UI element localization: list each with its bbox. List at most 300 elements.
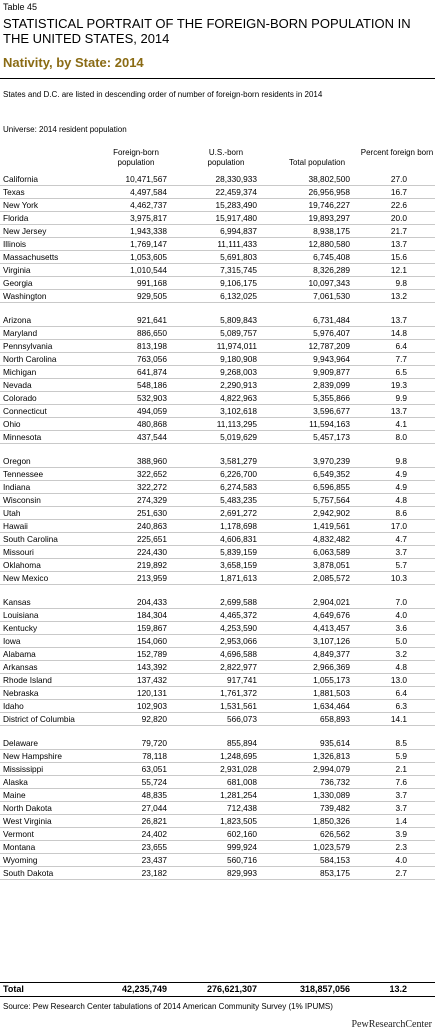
- percent-value: 14.8: [390, 328, 407, 338]
- table-row: [0, 264, 435, 277]
- table-label: Table 45: [3, 2, 38, 12]
- header-us-born: U.S.-born population: [207, 148, 245, 167]
- total-value: 2,904,021: [313, 597, 350, 607]
- foreign-born-value: 1,769,147: [130, 239, 167, 249]
- percent-value: 3.2: [395, 649, 407, 659]
- us-born-value: 855,894: [227, 738, 257, 748]
- foreign-born-value: 23,437: [141, 855, 167, 865]
- state-name: District of Columbia: [3, 714, 75, 724]
- total-value: 2,966,369: [313, 662, 350, 672]
- state-name: Arizona: [3, 315, 32, 325]
- foreign-born-value: 3,975,817: [130, 213, 167, 223]
- percent-value: 19.3: [390, 380, 407, 390]
- percent-value: 4.1: [395, 419, 407, 429]
- us-born-value: 4,696,588: [220, 649, 257, 659]
- total-value: 6,063,589: [313, 547, 350, 557]
- table-row: [0, 687, 435, 700]
- ordering-note: States and D.C. are listed in descending order of number of foreign-born residents in 2014: [3, 90, 323, 99]
- us-born-value: 829,993: [227, 868, 257, 878]
- total-value: 1,330,089: [313, 790, 350, 800]
- us-born-value: 5,089,757: [220, 328, 257, 338]
- us-born-value: 4,822,963: [220, 393, 257, 403]
- state-name: New Jersey: [3, 226, 47, 236]
- header-total: Total population: [288, 158, 346, 167]
- total-value: 584,153: [320, 855, 350, 865]
- total-value: 5,976,407: [313, 328, 350, 338]
- state-name: Iowa: [3, 636, 21, 646]
- table-row: [0, 507, 435, 520]
- total-value: 3,878,051: [313, 560, 350, 570]
- table-row: [0, 776, 435, 789]
- data-table: [0, 173, 435, 880]
- total-value: 6,745,408: [313, 252, 350, 262]
- table-row: [0, 251, 435, 264]
- total-value: 9,909,877: [313, 367, 350, 377]
- foreign-born-value: 184,304: [137, 610, 167, 620]
- state-name: North Carolina: [3, 354, 57, 364]
- foreign-born-value: 322,272: [137, 482, 167, 492]
- state-name: Utah: [3, 508, 21, 518]
- foreign-born-value: 92,820: [141, 714, 167, 724]
- us-born-value: 3,658,159: [220, 560, 257, 570]
- foreign-born-value: 63,051: [141, 764, 167, 774]
- us-born-value: 6,132,025: [220, 291, 257, 301]
- state-name: Idaho: [3, 701, 24, 711]
- percent-value: 3.7: [395, 547, 407, 557]
- percent-value: 14.1: [390, 714, 407, 724]
- table-row: [0, 609, 435, 622]
- us-born-value: 5,809,843: [220, 315, 257, 325]
- table-row: [0, 559, 435, 572]
- foreign-born-value: 641,874: [137, 367, 167, 377]
- state-name: Arkansas: [3, 662, 38, 672]
- state-name: Texas: [3, 187, 25, 197]
- total-value: 1,023,579: [313, 842, 350, 852]
- state-name: Massachusetts: [3, 252, 59, 262]
- total-value: 19,893,297: [308, 213, 350, 223]
- state-name: Ohio: [3, 419, 21, 429]
- header-foreign-born: Foreign-born population: [113, 148, 159, 167]
- percent-value: 2.7: [395, 868, 407, 878]
- table-row: [0, 622, 435, 635]
- table-row: [0, 173, 435, 186]
- table-row: [0, 468, 435, 481]
- us-born-value: 681,008: [227, 777, 257, 787]
- foreign-born-value: 1,010,544: [130, 265, 167, 275]
- percent-value: 4.8: [395, 495, 407, 505]
- total-value: 4,649,676: [313, 610, 350, 620]
- total-value: 6,549,352: [313, 469, 350, 479]
- state-name: Nebraska: [3, 688, 39, 698]
- us-born-value: 712,438: [227, 803, 257, 813]
- foreign-born-value: 79,720: [141, 738, 167, 748]
- state-name: Florida: [3, 213, 29, 223]
- state-name: Alaska: [3, 777, 28, 787]
- state-name: South Carolina: [3, 534, 58, 544]
- us-born-value: 999,924: [227, 842, 257, 852]
- table-row: [0, 199, 435, 212]
- state-name: Kentucky: [3, 623, 38, 633]
- percent-value: 9.8: [395, 456, 407, 466]
- percent-value: 10.3: [390, 573, 407, 583]
- table-row: [0, 225, 435, 238]
- state-name: New Mexico: [3, 573, 49, 583]
- state-name: Oklahoma: [3, 560, 41, 570]
- total-value: 935,614: [320, 738, 350, 748]
- foreign-born-value: 159,867: [137, 623, 167, 633]
- percent-value: 8.6: [395, 508, 407, 518]
- percent-value: 15.6: [390, 252, 407, 262]
- us-born-value: 3,102,618: [220, 406, 257, 416]
- percent-value: 13.2: [390, 291, 407, 301]
- page-title: STATISTICAL PORTRAIT OF THE FOREIGN-BORN POPULATION IN THE UNITED STATES, 2014: [3, 16, 411, 46]
- state-name: Montana: [3, 842, 36, 852]
- total-value: 26,956,958: [308, 187, 350, 197]
- table-row: [0, 392, 435, 405]
- state-name: Illinois: [3, 239, 27, 249]
- foreign-born-value: 1,053,605: [130, 252, 167, 262]
- us-born-value: 1,871,613: [220, 573, 257, 583]
- total-value: 8,326,289: [313, 265, 350, 275]
- total-value: 3,970,239: [313, 456, 350, 466]
- brand-logo: PewResearchCenter: [351, 1019, 432, 1030]
- table-row: [0, 763, 435, 776]
- table-row: [0, 405, 435, 418]
- us-born-value: 2,290,913: [220, 380, 257, 390]
- percent-value: 3.6: [395, 623, 407, 633]
- total-value: 6,731,484: [313, 315, 350, 325]
- foreign-born-value: 219,892: [137, 560, 167, 570]
- us-born-value: 2,931,028: [220, 764, 257, 774]
- table-row: [0, 789, 435, 802]
- us-born-value: 2,699,588: [220, 597, 257, 607]
- table-row: [0, 648, 435, 661]
- percent-value: 1.4: [395, 816, 407, 826]
- us-born-value: 3,581,279: [220, 456, 257, 466]
- percent-value: 13.0: [390, 675, 407, 685]
- percent-value: 4.8: [395, 662, 407, 672]
- percent-value: 21.7: [390, 226, 407, 236]
- us-born-value: 1,823,505: [220, 816, 257, 826]
- foreign-born-value: 532,903: [137, 393, 167, 403]
- total-value: 1,881,503: [313, 688, 350, 698]
- us-born-value: 602,160: [227, 829, 257, 839]
- us-born-value: 22,459,374: [215, 187, 257, 197]
- percent-value: 16.7: [390, 187, 407, 197]
- us-born-value: 6,994,837: [220, 226, 257, 236]
- state-name: California: [3, 174, 39, 184]
- us-born-value: 7,315,745: [220, 265, 257, 275]
- table-row: [0, 750, 435, 763]
- total-value: 4,413,457: [313, 623, 350, 633]
- total-value: 1,055,173: [313, 675, 350, 685]
- us-born-value: 917,741: [227, 675, 257, 685]
- us-born-value: 560,716: [227, 855, 257, 865]
- title-rule: [0, 78, 435, 79]
- state-name: Indiana: [3, 482, 31, 492]
- page-subtitle: Nativity, by State: 2014: [3, 55, 144, 70]
- total-value: 11,594,163: [309, 419, 350, 429]
- percent-value: 3.9: [395, 829, 407, 839]
- table-row: [0, 238, 435, 251]
- total-value: 658,893: [320, 714, 350, 724]
- table-row: [0, 327, 435, 340]
- state-name: Connecticut: [3, 406, 47, 416]
- state-name: Rhode Island: [3, 675, 52, 685]
- table-row: [0, 212, 435, 225]
- state-name: Oregon: [3, 456, 31, 466]
- foreign-born-value: 204,433: [137, 597, 167, 607]
- us-born-value: 9,268,003: [220, 367, 257, 377]
- state-name: Louisiana: [3, 610, 39, 620]
- us-born-value: 11,111,433: [217, 239, 257, 249]
- us-born-value: 4,465,372: [220, 610, 257, 620]
- foreign-born-value: 55,724: [141, 777, 167, 787]
- total-value: 8,938,175: [313, 226, 350, 236]
- state-name: Mississippi: [3, 764, 44, 774]
- table-row: [0, 533, 435, 546]
- table-row: [0, 802, 435, 815]
- us-born-value: 15,917,480: [215, 213, 257, 223]
- state-name: Nevada: [3, 380, 32, 390]
- table-row: [0, 841, 435, 854]
- percent-value: 17.0: [390, 521, 407, 531]
- foreign-born-value: 120,131: [137, 688, 167, 698]
- percent-value: 4.9: [395, 482, 407, 492]
- us-born-value: 11,974,011: [216, 341, 257, 351]
- foreign-born-value: 388,960: [137, 456, 167, 466]
- table-row: [0, 418, 435, 431]
- us-born-value: 28,330,933: [215, 174, 257, 184]
- foreign-born-value: 143,392: [137, 662, 167, 672]
- total-value: 4,832,482: [313, 534, 350, 544]
- foreign-born-value: 763,056: [137, 354, 167, 364]
- percent-value: 2.3: [395, 842, 407, 852]
- foreign-born-value: 137,432: [137, 675, 167, 685]
- foreign-born-value: 154,060: [137, 636, 167, 646]
- foreign-born-value: 23,655: [141, 842, 167, 852]
- us-born-value: 9,106,175: [220, 278, 257, 288]
- total-value: 7,061,530: [313, 291, 350, 301]
- foreign-born-value: 152,789: [137, 649, 167, 659]
- us-born-value: 2,953,066: [220, 636, 257, 646]
- percent-value: 7.6: [395, 777, 407, 787]
- total-value: 736,732: [320, 777, 350, 787]
- foreign-born-value: 886,650: [137, 328, 167, 338]
- foreign-born-value: 27,044: [141, 803, 167, 813]
- us-born-value: 5,839,159: [220, 547, 257, 557]
- us-born-value: 1,178,698: [220, 521, 257, 531]
- total-value: 9,943,964: [313, 354, 350, 364]
- table-row: [0, 546, 435, 559]
- state-name: New Hampshire: [3, 751, 63, 761]
- header-percent: Percent foreign born: [360, 148, 434, 157]
- state-name: Wyoming: [3, 855, 38, 865]
- table-row: [0, 713, 435, 726]
- foreign-born-value: 322,652: [137, 469, 167, 479]
- table-row: [0, 494, 435, 507]
- percent-value: 5.0: [395, 636, 407, 646]
- percent-value: 4.0: [395, 610, 407, 620]
- percent-value: 13.7: [390, 315, 407, 325]
- table-row: [0, 520, 435, 533]
- us-born-value: 5,691,803: [220, 252, 257, 262]
- table-row: [0, 700, 435, 713]
- percent-value: 4.0: [395, 855, 407, 865]
- us-born-value: 4,606,831: [220, 534, 257, 544]
- table-row: [0, 186, 435, 199]
- state-name: New York: [3, 200, 39, 210]
- total-row: [0, 982, 435, 997]
- percent-value: 6.4: [395, 341, 407, 351]
- table-row: [0, 854, 435, 867]
- table-row: [0, 572, 435, 585]
- percent-value: 4.9: [395, 469, 407, 479]
- state-name: Georgia: [3, 278, 33, 288]
- percent-value: 3.7: [395, 803, 407, 813]
- foreign-born-value: 102,903: [137, 701, 167, 711]
- foreign-born-value: 548,186: [137, 380, 167, 390]
- state-name: Minnesota: [3, 432, 42, 442]
- table-row: [0, 455, 435, 468]
- foreign-born-value: 10,471,567: [125, 174, 167, 184]
- foreign-born-value: 437,544: [137, 432, 167, 442]
- table-row: [0, 661, 435, 674]
- total-value: 5,355,866: [313, 393, 350, 403]
- foreign-born-value: 23,182: [141, 868, 167, 878]
- total-value: 12,880,580: [308, 239, 350, 249]
- total-value: 2,994,079: [313, 764, 350, 774]
- foreign-born-value: 78,118: [142, 751, 167, 761]
- foreign-born-value: 213,959: [137, 573, 167, 583]
- us-born-value: 5,019,629: [220, 432, 257, 442]
- us-born-value: 2,691,272: [220, 508, 257, 518]
- state-name: West Virginia: [3, 816, 52, 826]
- state-name: Alabama: [3, 649, 36, 659]
- percent-value: 9.9: [395, 393, 407, 403]
- foreign-born-value: 224,430: [137, 547, 167, 557]
- us-born-value: 1,531,561: [220, 701, 257, 711]
- percent-value: 5.9: [395, 751, 407, 761]
- total-value: 1,326,813: [313, 751, 350, 761]
- total-value: 1,634,464: [313, 701, 350, 711]
- us-born-value: 566,073: [227, 714, 257, 724]
- percent-value: 6.3: [395, 701, 407, 711]
- percent-value: 6.4: [395, 688, 407, 698]
- percent-value: 13.7: [390, 239, 407, 249]
- us-born-value: 1,248,695: [220, 751, 257, 761]
- foreign-born-value: 813,198: [137, 341, 167, 351]
- universe-note: Universe: 2014 resident population: [3, 125, 127, 134]
- percent-value: 27.0: [390, 174, 407, 184]
- table-row: [0, 431, 435, 444]
- foreign-born-value: 240,863: [137, 521, 167, 531]
- us-born-value: 15,283,490: [215, 200, 257, 210]
- total-value: 2,942,902: [313, 508, 350, 518]
- us-born-value: 4,253,590: [220, 623, 257, 633]
- state-name: Tennessee: [3, 469, 44, 479]
- table-row: [0, 815, 435, 828]
- table-row: [0, 674, 435, 687]
- state-name: Maryland: [3, 328, 38, 338]
- us-born-value: 5,483,235: [220, 495, 257, 505]
- total-value: 739,482: [320, 803, 350, 813]
- table-row: [0, 596, 435, 609]
- foreign-born-value: 26,821: [141, 816, 167, 826]
- table-row: [0, 314, 435, 327]
- foreign-born-value: 921,641: [137, 315, 167, 325]
- foreign-born-value: 494,059: [137, 406, 167, 416]
- foreign-born-value: 4,497,584: [130, 187, 167, 197]
- state-name: Hawaii: [3, 521, 28, 531]
- total-value: 4,849,377: [313, 649, 350, 659]
- percent-value: 8.5: [395, 738, 407, 748]
- total-value: 19,746,227: [308, 200, 350, 210]
- table-row: [0, 277, 435, 290]
- foreign-born-value: 274,329: [137, 495, 167, 505]
- state-name: Maine: [3, 790, 26, 800]
- total-value: 6,596,855: [313, 482, 350, 492]
- table-row: [0, 366, 435, 379]
- state-name: South Dakota: [3, 868, 54, 878]
- total-value: 5,457,173: [313, 432, 350, 442]
- percent-value: 12.1: [390, 265, 407, 275]
- us-born-value: 6,274,583: [220, 482, 257, 492]
- state-name: Missouri: [3, 547, 34, 557]
- table-row: [0, 828, 435, 841]
- total-value: 1,850,326: [313, 816, 350, 826]
- state-name: Wisconsin: [3, 495, 41, 505]
- table-row: [0, 379, 435, 392]
- state-name: Virginia: [3, 265, 31, 275]
- total-value: 853,175: [320, 868, 350, 878]
- state-name: Delaware: [3, 738, 39, 748]
- state-name: Vermont: [3, 829, 34, 839]
- percent-value: 7.0: [395, 597, 407, 607]
- percent-value: 20.0: [390, 213, 407, 223]
- foreign-born-value: 1,943,338: [130, 226, 167, 236]
- total-foreign-born: 42,235,749: [121, 984, 167, 994]
- us-born-value: 6,226,700: [220, 469, 257, 479]
- table-row: [0, 290, 435, 303]
- foreign-born-value: 251,630: [137, 508, 167, 518]
- foreign-born-value: 225,651: [137, 534, 167, 544]
- percent-value: 4.7: [395, 534, 407, 544]
- table-row: [0, 353, 435, 366]
- foreign-born-value: 48,835: [141, 790, 167, 800]
- table-row: [0, 635, 435, 648]
- percent-value: 2.1: [395, 764, 407, 774]
- total-population: 318,857,056: [299, 984, 350, 994]
- us-born-value: 9,180,908: [220, 354, 257, 364]
- total-value: 38,802,500: [308, 174, 350, 184]
- total-value: 5,757,564: [313, 495, 350, 505]
- foreign-born-value: 480,868: [137, 419, 167, 429]
- state-name: Kansas: [3, 597, 31, 607]
- us-born-value: 1,761,372: [220, 688, 257, 698]
- percent-value: 3.7: [395, 790, 407, 800]
- table-row: [0, 340, 435, 353]
- total-percent: 13.2: [389, 984, 407, 994]
- state-name: Michigan: [3, 367, 37, 377]
- state-name: Pennsylvania: [3, 341, 53, 351]
- state-name: Colorado: [3, 393, 37, 403]
- total-value: 1,419,561: [313, 521, 350, 531]
- foreign-born-value: 24,402: [141, 829, 167, 839]
- foreign-born-value: 929,505: [137, 291, 167, 301]
- percent-value: 7.7: [395, 354, 407, 364]
- total-value: 10,097,343: [308, 278, 350, 288]
